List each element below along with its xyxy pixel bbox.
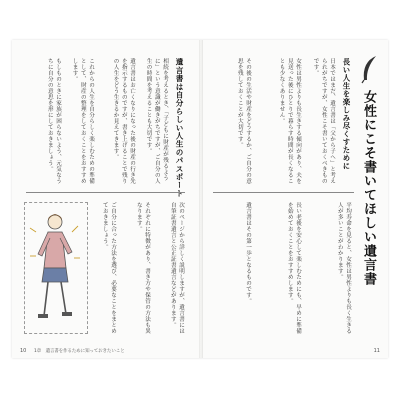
left-lower-col-3: ご自分に合った方法を選び、必要なことをまとめておきましょう。 — [101, 202, 116, 334]
chapter-title: 女性にこそ書いてほしい遺言書 — [361, 90, 376, 286]
left-upper-col-4: もしものときに家族が困らないよう、元気なうちに自分の意思を形にしておきましょう。 — [46, 58, 61, 184]
left-page-number: 10 — [20, 348, 27, 354]
right-lower-col-1: 平均寿命を見ると、女性は男性よりも長く生きる人が多いことがわかります。 — [336, 202, 351, 334]
left-page — [12, 40, 199, 358]
right-upper-col-2: 女性は男性よりも長生きする傾向があり、夫を見送った後にひとりで暮らす時間が長くなることも少なくありません。 — [278, 58, 301, 184]
left-lower-col-1: 次のページから詳しく説明しますが、遺言書には自筆証書遺言と公正証書遺言などがあります。 — [169, 202, 184, 334]
woman-walking-illustration — [26, 208, 84, 328]
right-lower-col-3: 遺言書はその第一歩となるものです。 — [245, 202, 251, 304]
left-upper-col-1: 相続を考えるとき、「子どもに財産が残るように」という意識が働きがちですが、ご自分の人生の時間を考えることも大切です。 — [145, 58, 168, 184]
right-column-divider — [213, 192, 354, 193]
right-page — [203, 40, 388, 358]
left-running-head: 1章 遺言書を作るために知っておきたいこと — [34, 349, 125, 354]
left-upper-col-3: これからの人生を自分らしく楽しむための準備として、財産の整理をしておくことをおすすめします。 — [71, 58, 94, 184]
quill-icon — [358, 54, 380, 84]
left-section-heading: 遺言書は自分らしい人生のパスポート — [175, 58, 184, 198]
right-upper-col-1: 日本ではまだ、遺言書は「父から子へ」と考えられがちですが、女性こそ書いておくべきものです。 — [312, 58, 335, 184]
right-lower-col-2: 長い老後を安心して楽しむためにも、早めに準備を始めておくことをおすすめします。 — [286, 202, 301, 334]
right-section-heading: 長い人生を楽しみ尽くすために — [342, 58, 351, 170]
left-column-divider — [26, 192, 185, 193]
right-upper-col-3: その後の生活や財産をどうするか、ご自分の意思を残しておくことが大切です。 — [236, 58, 251, 184]
left-lower-col-2: それぞれに特徴があり、書き方や保管の方法も異なります。 — [135, 202, 150, 334]
left-upper-col-2: 遺言書はお亡くなりになった後の財産の行き先を指示するものですが、書き上げることで残りの人生をどう生きるか見えてきます。 — [112, 58, 135, 184]
book-spread — [12, 40, 388, 358]
right-page-number: 11 — [373, 348, 380, 354]
